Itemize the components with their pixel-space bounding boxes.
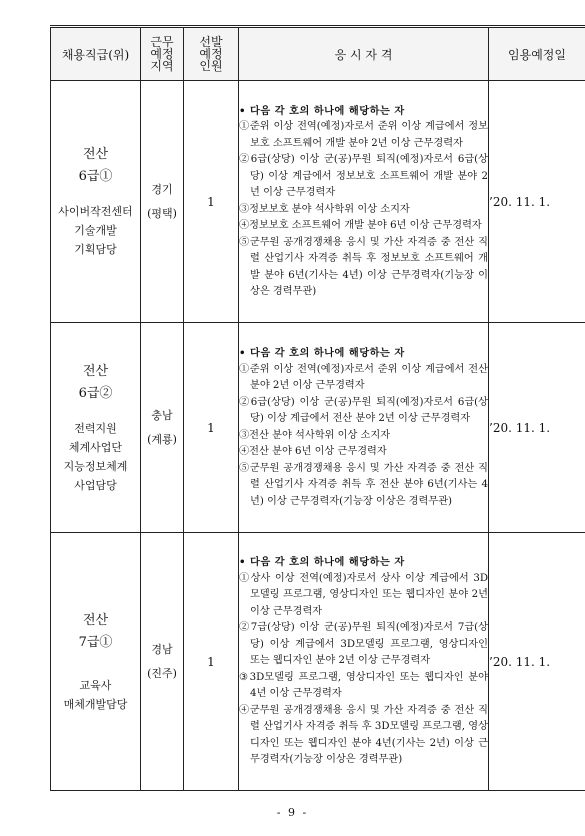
- count-cell: 1: [184, 323, 239, 533]
- position-grade: 6급②: [78, 385, 113, 401]
- department-line: 매체개발담당: [63, 697, 128, 711]
- recruitment-table: [50, 25, 585, 791]
- location-city: (진주): [147, 666, 177, 680]
- position-title: 전산: [82, 363, 109, 379]
- department: [51, 676, 140, 714]
- position-cell: [51, 81, 141, 323]
- appointment-date-cell: ’20. 11. 1.: [489, 81, 585, 323]
- department-line: 지능정보체계: [63, 459, 128, 473]
- qualification-intro-text: 다음 각 호의 하나에 해당하는 자: [250, 556, 405, 569]
- qualification-item: ②7급(상당) 이상 군(공)무원 퇴직(예정)자로서 7급(상당) 이상 계급에서 3D모델링 프로그램, 영상디자인 또는 웹디자인 분야 2년 이상 근무경력자: [239, 622, 488, 667]
- department-line: 기획담당: [74, 243, 117, 256]
- department-line: 전력지원: [74, 421, 117, 435]
- department-line: 기술개발: [74, 224, 117, 237]
- qualification-item: ⑤군무원 공개경쟁채용 응시 및 가산 자격증 중 전산 직렬 산업기사 자격증 취득 후 정보보호 소프트웨어 개발 분야 6년(기사는 4년) 이상 근무경력자(기능장 이상은 경력무관): [239, 236, 488, 297]
- position-cell: [51, 533, 141, 791]
- department-line: 사업담당: [74, 478, 117, 492]
- header-date: 임용예정일: [489, 27, 585, 81]
- count-cell: 1: [184, 81, 239, 323]
- location-region: 경남: [151, 642, 173, 656]
- qualification-intro: [239, 554, 488, 571]
- location-region: 충남: [151, 408, 173, 422]
- department-line: 체계사업단: [68, 440, 123, 454]
- qualification-item: ②6급(상당) 이상 군(공)무원 퇴직(예정)자로서 6급(상당) 이상 계급에서 정보보호 소프트웨어 개발 분야 2년 이상 근무경력자: [239, 154, 488, 198]
- location-cell: [141, 323, 184, 533]
- bullet-icon: •: [239, 556, 247, 569]
- position-grade: 6급①: [78, 169, 113, 184]
- appointment-date-cell: ’20. 11. 1.: [489, 533, 585, 791]
- qualification-item: ①준위 이상 전역(예정)자로서 준위 이상 계급에서 전산 분야 2년 이상 근무경력자: [239, 363, 488, 391]
- position-title: 전산: [82, 612, 109, 628]
- qualification-item: ①상사 이상 전역(예정)자로서 상사 이상 계급에서 3D모델링 프로그램, 영상디자인 또는 웹디자인 분야 2년 이상 근무경력자: [239, 572, 488, 617]
- header-count: [184, 27, 239, 81]
- header-location-line: 예정: [150, 47, 174, 61]
- bullet-icon: •: [239, 347, 247, 359]
- position-cell: [51, 323, 141, 533]
- department-line: 교육사: [79, 678, 112, 692]
- qualification-item: ④군무원 공개경쟁채용 응시 및 가산 자격증 중 전산 직렬 산업기사 자격증 취득 후 3D모델링 프로그램, 영상디자인 또는 웹디자인 분야 4년(기사는 2년) 이상 근무경력자(기능장 이상은 경력무관): [239, 704, 488, 766]
- position-grade: 7급①: [78, 634, 113, 650]
- page-number: - 9 -: [276, 806, 309, 819]
- bullet-icon: •: [239, 104, 247, 117]
- count-cell: 1: [184, 533, 239, 791]
- department: [51, 419, 140, 495]
- header-count-line: 인원: [199, 59, 223, 73]
- header-count-line: 예정: [199, 47, 223, 61]
- department: [51, 202, 140, 259]
- location-city: (평택): [147, 206, 177, 220]
- qualification-intro: [239, 345, 488, 362]
- header-location-line: 지역: [150, 59, 174, 73]
- qualification-intro: [239, 103, 488, 120]
- qualification-item: ①준위 이상 전역(예정)자로서 준위 이상 계급에서 정보보호 소프트웨어 개발 분야 2년 이상 근무경력자: [239, 121, 488, 149]
- location-city: (계룡): [147, 432, 177, 446]
- table-row: [51, 323, 585, 533]
- header-qualification: 응 시 자 격: [239, 27, 489, 81]
- location-cell: [141, 81, 184, 323]
- qualification-item: ③전산 분야 석사학위 이상 소지자: [239, 429, 391, 441]
- header-location-line: 근무: [150, 35, 174, 49]
- qualification-item: ④전산 분야 6년 이상 근무경력자: [239, 446, 387, 457]
- table-row: [51, 81, 585, 323]
- position-title: 전산: [82, 147, 109, 162]
- qualification-item: ③3D모델링 프로그램, 영상디자인 또는 웹디자인 분야 4년 이상 근무경력자: [239, 671, 488, 700]
- qualification-cell: [239, 533, 489, 791]
- qualification-intro-text: 다음 각 호의 하나에 해당하는 자: [250, 347, 405, 359]
- qualification-item: ⑤군무원 공개경쟁채용 응시 및 가산 자격증 중 전산 직렬 산업기사 자격증 취득 후 전산 분야 6년(기사는 4년) 이상 근무경력자(기능장 이상은 경력무관): [239, 462, 488, 507]
- qualification-item: ④정보보호 소프트웨어 개발 분야 6년 이상 근무경력자: [239, 220, 482, 231]
- header-location: [141, 27, 184, 81]
- location-cell: [141, 533, 184, 791]
- location-region: 경기: [151, 182, 173, 196]
- department-line: 사이버작전센터: [58, 205, 133, 218]
- qualification-item: ②6급(상당) 이상 군(공)무원 퇴직(예정)자로서 6급(상당) 이상 계급에서 전산 분야 2년 이상 근무경력자: [239, 396, 488, 424]
- qualification-intro-text: 다음 각 호의 하나에 해당하는 자: [250, 104, 405, 117]
- header-row: [51, 27, 585, 81]
- qualification-cell: [239, 323, 489, 533]
- qualification-cell: [239, 81, 489, 323]
- header-position: 채용직급(위): [51, 27, 141, 81]
- appointment-date-cell: ’20. 11. 1.: [489, 323, 585, 533]
- table-row: [51, 533, 585, 791]
- qualification-item: ③정보보호 분야 석사학위 이상 소지자: [239, 203, 410, 215]
- header-count-line: 선발: [199, 35, 223, 49]
